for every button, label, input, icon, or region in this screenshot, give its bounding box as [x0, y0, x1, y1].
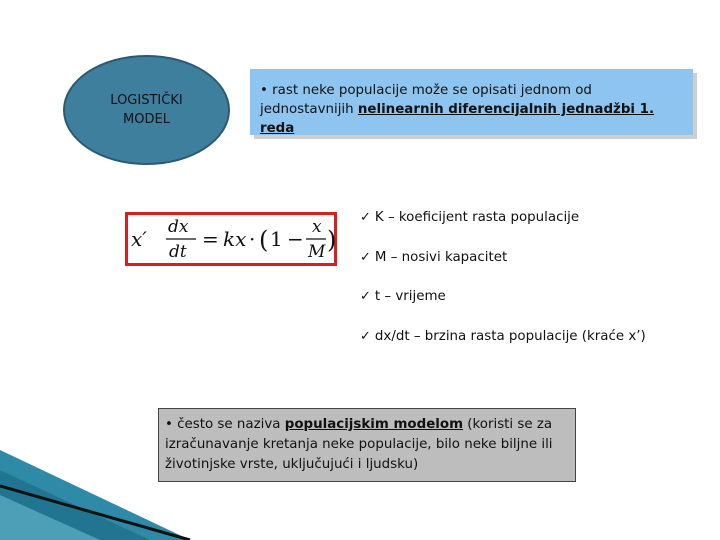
eq-one: 1	[270, 227, 283, 251]
list-item-text: K – koeficijent rasta populacije	[374, 210, 580, 225]
equation-graphic	[128, 215, 337, 263]
list-item	[360, 250, 507, 265]
list-item	[360, 289, 446, 304]
checkmark-icon: ✓	[360, 329, 371, 344]
oval-label: LOGISTIČKI MODEL	[110, 93, 183, 127]
eq-minus: −	[287, 227, 304, 251]
logistic-model-oval	[63, 55, 230, 165]
definition-emphasis: nelinearnih diferencijalnih jednadžbi 1. reda	[260, 102, 655, 136]
list-item-text: dx/dt – brzina rasta populacije (kraće x’)	[374, 329, 646, 344]
eq-rparen: )	[327, 226, 337, 254]
note-emphasis: populacijskim modelom	[284, 417, 464, 432]
eq-x: x	[312, 217, 322, 237]
eq-lparen: (	[259, 226, 269, 254]
logistic-equation	[125, 212, 337, 266]
definition-text: • rast neke populacije može se opisati jednom od jednostavnijih	[260, 83, 592, 117]
eq-dt: dt	[169, 242, 187, 262]
note-box	[158, 408, 576, 482]
checkmark-icon: ✓	[360, 210, 371, 225]
note-prefix: • često se naziva	[165, 417, 285, 432]
list-item-text: t – vrijeme	[374, 289, 446, 304]
eq-M: M	[308, 242, 326, 262]
list-item	[360, 210, 579, 225]
list-item-text: M – nosivi kapacitet	[374, 250, 508, 265]
list-item	[360, 329, 646, 344]
eq-dx: dx	[168, 217, 189, 237]
eq-lhs: x′	[131, 227, 147, 251]
note-suffix: (koristi se za izračunavanje kretanja neke populacije, bilo neke biljne ili životinjske vrste, uključujući i ljudsku)	[165, 417, 553, 472]
checkmark-icon: ✓	[360, 289, 371, 304]
corner-decoration	[0, 440, 190, 540]
eq-dot: ·	[249, 227, 256, 251]
eq-kx: kx	[223, 227, 247, 251]
definition-box	[250, 69, 693, 135]
checkmark-icon: ✓	[360, 250, 371, 265]
eq-equals: =	[202, 227, 219, 251]
